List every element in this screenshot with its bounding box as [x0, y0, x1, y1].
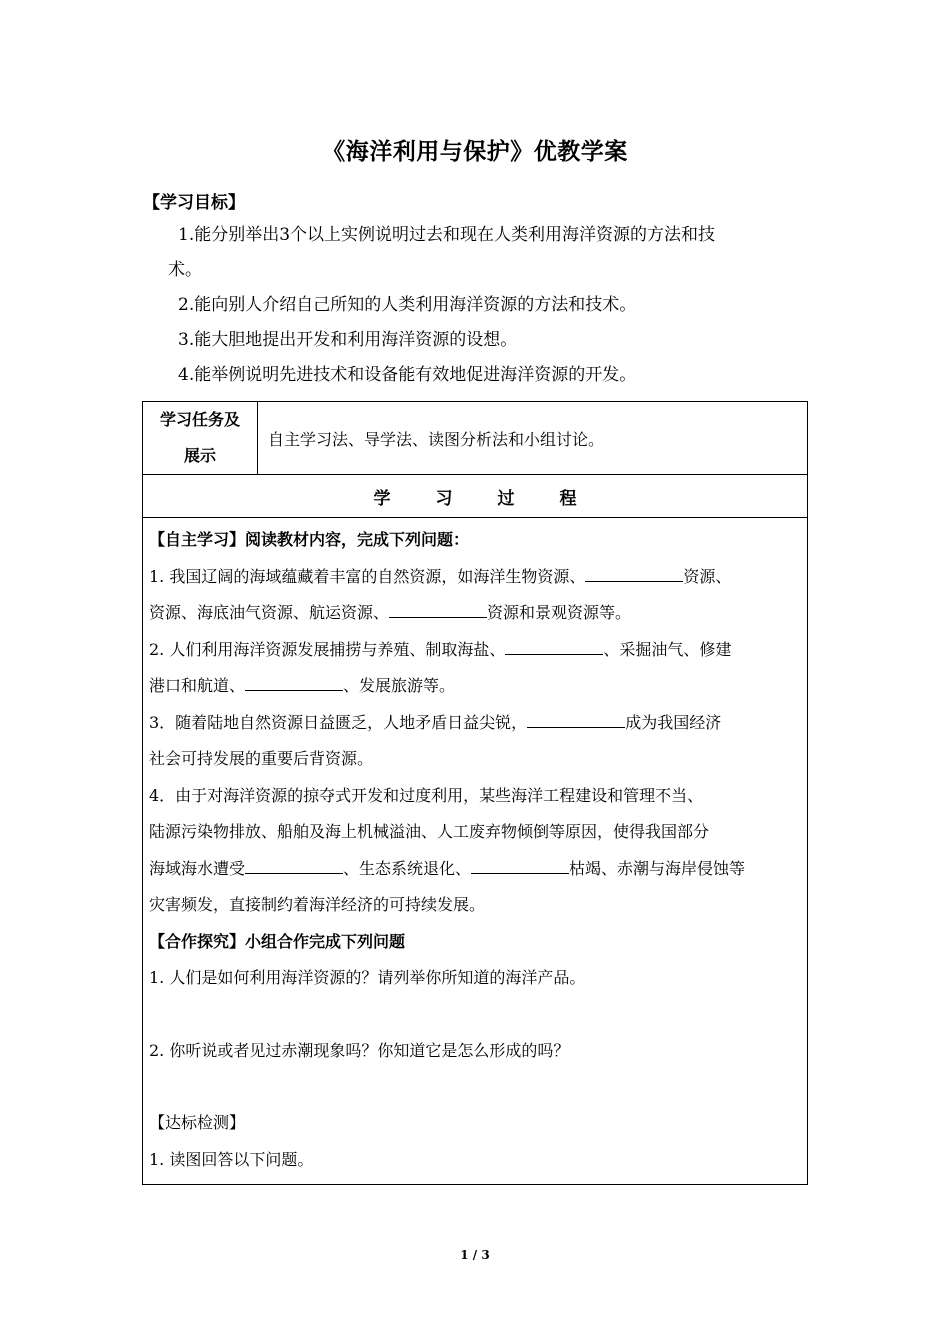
- question-line: [149, 559, 801, 596]
- question-text: 1. 我国辽阔的海域蕴藏着丰富的自然资源，如海洋生物资源、: [149, 566, 586, 586]
- question-text: 资源、: [683, 566, 732, 586]
- answer-blank[interactable]: [245, 855, 343, 874]
- answer-space[interactable]: [149, 997, 801, 1033]
- answer-blank[interactable]: [585, 563, 683, 582]
- question-text: 港口和航道、: [149, 676, 246, 695]
- question-text: 资源、海底油气资源、航运资源、: [149, 603, 390, 622]
- question-text: 资源和景观资源等。: [487, 603, 632, 622]
- answer-blank[interactable]: [245, 672, 343, 691]
- objective-item: 2.能向别人介绍自己所知的人类利用海洋资源的方法和技术。: [178, 295, 637, 315]
- objective-item: 术。: [168, 260, 202, 280]
- question-text: 成为我国经济: [625, 712, 722, 732]
- question-line: [149, 632, 801, 669]
- question-text: 、生态系统退化、: [343, 858, 472, 878]
- answer-blank[interactable]: [471, 855, 569, 874]
- task-label-line: 学习任务及: [159, 410, 240, 429]
- objective-item: 4.能举例说明先进技术和设备能有效地促进海洋资源的开发。: [178, 365, 637, 385]
- question-text: 2. 人们利用海洋资源发展捕捞与养殖、制取海盐、: [149, 639, 506, 659]
- coop-heading: 【合作探究】小组合作完成下列问题: [149, 931, 406, 951]
- task-label-line: 展示: [183, 446, 216, 465]
- objective-item: 3.能大胆地提出开发和利用海洋资源的设想。: [178, 330, 518, 350]
- self-study-heading: 【自主学习】阅读教材内容，完成下列问题：: [149, 530, 470, 549]
- content-cell: [143, 518, 808, 1185]
- process-row: [143, 475, 808, 518]
- question-text: 枯竭、赤潮与海岸侵蚀等: [569, 858, 746, 878]
- process-title: 学习过程: [373, 488, 622, 509]
- question-line: [149, 668, 801, 705]
- question-text: 海域海水遭受: [149, 858, 246, 878]
- question-line: 社会可持发展的重要后背资源。: [149, 749, 374, 768]
- question-line: [149, 851, 801, 888]
- answer-blank[interactable]: [389, 599, 487, 618]
- answer-blank[interactable]: [505, 636, 603, 655]
- coop-question: 1. 人们是如何利用海洋资源的？请列举你所知道的海洋产品。: [149, 968, 586, 987]
- question-line: 4．由于对海洋资源的掠夺式开发和过度利用，某些海洋工程建设和管理不当、: [149, 785, 704, 805]
- task-row: [143, 402, 808, 475]
- question-line: 灾害频发，直接制约着海洋经济的可持续发展。: [149, 895, 486, 914]
- objective-item: 1.能分别举出3个以上实例说明过去和现在人类利用海洋资源的方法和技: [178, 225, 716, 245]
- coop-question: 2. 你听说或者见过赤潮现象吗？你知道它是怎么形成的吗？: [149, 1040, 570, 1060]
- process-cell: [143, 475, 808, 518]
- page-number: 1 / 3: [460, 1248, 490, 1262]
- answer-space[interactable]: [149, 1069, 801, 1105]
- question-text: 、发展旅游等。: [343, 676, 456, 695]
- task-label: [143, 402, 258, 475]
- objectives-heading: 【学习目标】: [143, 193, 245, 213]
- answer-blank[interactable]: [527, 709, 625, 728]
- check-heading: 【达标检测】: [149, 1113, 246, 1132]
- content-row: [143, 518, 808, 1185]
- study-table: [142, 401, 808, 1185]
- page-title: 《海洋利用与保护》优教学案: [322, 139, 628, 165]
- objectives-list: [168, 218, 808, 393]
- question-line: [149, 705, 801, 742]
- question-line: [149, 595, 801, 632]
- question-text: 、采掘油气、修建: [603, 639, 732, 659]
- check-question: 1. 读图回答以下问题。: [149, 1149, 314, 1169]
- question-text: 3．随着陆地自然资源日益匮乏，人地矛盾日益尖锐，: [149, 712, 528, 732]
- question-line: 陆源污染物排放、船舶及海上机械溢油、人工废弃物倾倒等原因，使得我国部分: [149, 822, 710, 841]
- task-value: 自主学习法、导学法、读图分析法和小组讨论。: [258, 402, 808, 475]
